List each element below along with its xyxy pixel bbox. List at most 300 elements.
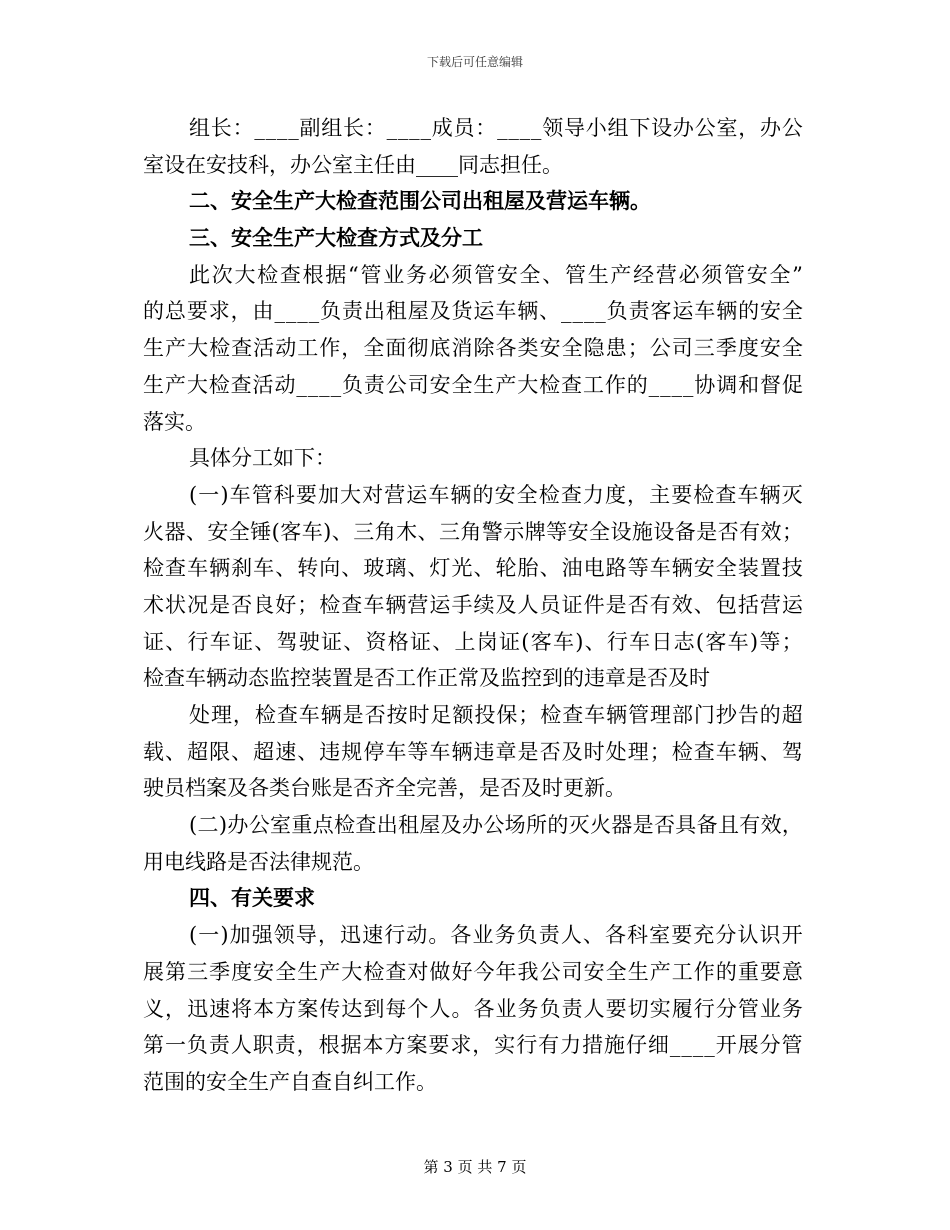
char: 车	[552, 629, 574, 654]
char: 公	[694, 116, 716, 140]
char: 要	[671, 482, 693, 507]
char: 次	[211, 262, 233, 287]
paragraph-line	[143, 1027, 803, 1064]
char: 辆	[451, 739, 473, 764]
char: 角	[460, 519, 482, 544]
paragraph-line	[143, 514, 803, 551]
char: 室	[270, 813, 292, 838]
char: 实	[649, 996, 671, 1021]
char: 驾	[781, 739, 803, 764]
char: 我	[517, 959, 539, 984]
char: 全	[715, 556, 737, 581]
char: 导	[563, 116, 585, 140]
char: 年	[495, 959, 517, 984]
char: 查	[560, 482, 582, 507]
char: 驶	[298, 629, 320, 654]
char: ，	[317, 923, 339, 948]
char: 屋	[407, 299, 429, 324]
char: 岗	[476, 629, 498, 654]
char: 超	[187, 739, 209, 764]
char: 方	[275, 996, 297, 1021]
char: 全	[228, 519, 250, 544]
char: 力	[582, 482, 604, 507]
char: 查	[279, 262, 301, 287]
char: 辆	[737, 739, 759, 764]
char: ；	[649, 739, 671, 764]
char: 、	[584, 629, 606, 654]
char: 璃	[385, 556, 407, 581]
char: 否	[539, 739, 561, 764]
char: 全	[451, 372, 473, 397]
char: 营	[655, 262, 677, 287]
line-text: 室设在安技科，办公室主任由____同志担任。	[143, 152, 563, 177]
char: 检	[334, 813, 356, 838]
char: 查	[355, 813, 377, 838]
line-text: 具体分工如下：	[189, 446, 336, 471]
char: 速	[362, 923, 384, 948]
char: 员	[539, 592, 561, 617]
char: 证	[232, 629, 253, 654]
char: 负	[516, 923, 538, 948]
char: 时	[583, 739, 605, 764]
char: 、	[341, 556, 363, 581]
char: _	[330, 372, 342, 397]
char: 的	[143, 299, 164, 324]
char: 业	[759, 996, 781, 1021]
char: 产	[495, 372, 517, 397]
char: 手	[451, 592, 473, 617]
char: 三	[693, 336, 715, 361]
char: 是	[696, 519, 718, 544]
char: 辆	[517, 299, 539, 324]
char: 的	[547, 813, 569, 838]
char: 业	[495, 996, 517, 1021]
paragraph-line	[143, 660, 803, 697]
char: _	[671, 372, 682, 397]
char: 行	[606, 629, 628, 654]
char: 检	[319, 592, 341, 617]
char: 根	[318, 1033, 340, 1058]
char: )	[218, 813, 228, 838]
char: _	[681, 1033, 692, 1058]
char: 第	[143, 1033, 164, 1058]
char: 个	[407, 996, 429, 1021]
char: 是	[209, 592, 231, 617]
char: 车	[298, 703, 320, 727]
char: (	[189, 813, 198, 838]
char: 公	[385, 372, 407, 397]
char: 油	[561, 556, 583, 581]
char: 设	[653, 519, 675, 544]
char: 出	[376, 813, 398, 838]
char: 由	[252, 299, 274, 324]
char: 要	[428, 1033, 450, 1058]
char: 生	[143, 372, 164, 397]
char: 停	[363, 739, 385, 764]
char: 公	[649, 336, 671, 361]
char: 充	[693, 923, 715, 948]
char: 务	[494, 923, 516, 948]
char: 租	[398, 813, 420, 838]
char: 超	[253, 739, 275, 764]
char: ：	[232, 116, 254, 140]
char: 产	[164, 372, 186, 397]
char: 车	[385, 739, 407, 764]
char: _	[561, 299, 572, 324]
char: 证	[321, 629, 342, 654]
char: 人	[560, 923, 582, 948]
paragraph-line	[143, 147, 803, 184]
char: 司	[561, 959, 583, 984]
char: 设	[651, 116, 673, 140]
char: _	[420, 116, 431, 140]
char: ”	[792, 262, 803, 287]
char: 室	[649, 923, 671, 948]
char: 产	[165, 336, 187, 361]
char: 部	[671, 703, 693, 727]
char: 检	[693, 482, 715, 507]
char: 客	[280, 519, 302, 544]
char: _	[519, 116, 531, 140]
char: 大	[234, 262, 256, 287]
char: 等	[546, 519, 568, 544]
char: 管	[360, 262, 382, 287]
char: 大	[517, 372, 539, 397]
paragraph-line	[143, 330, 803, 367]
char: 运	[672, 299, 694, 324]
char: 车	[727, 629, 749, 654]
char: 领	[273, 923, 295, 948]
char: _	[704, 1033, 715, 1058]
char: _	[497, 116, 508, 140]
char: 彻	[407, 336, 429, 361]
paragraph-line	[143, 697, 803, 734]
char: 备	[674, 519, 696, 544]
char: 展	[737, 1033, 759, 1058]
char: 证	[410, 629, 431, 654]
char: 速	[275, 739, 297, 764]
char: 客	[650, 299, 672, 324]
char: 据	[325, 262, 347, 287]
char: 行	[516, 1033, 538, 1058]
char: 管	[564, 262, 586, 287]
char: ，	[341, 336, 363, 361]
char: 动	[406, 923, 428, 948]
char: 大	[341, 959, 363, 984]
char: 运	[473, 299, 495, 324]
char: _	[288, 116, 299, 140]
char: 度	[737, 336, 759, 361]
paragraph-line	[143, 844, 803, 881]
char: 火	[589, 813, 611, 838]
char: _	[276, 116, 288, 140]
char: 安	[567, 519, 589, 544]
char: 要	[671, 923, 693, 948]
char: 每	[385, 996, 407, 1021]
char: _	[308, 299, 320, 324]
char: 有	[739, 813, 761, 838]
char: ，	[232, 703, 254, 727]
char: 辆	[385, 592, 407, 617]
char: “	[348, 262, 359, 287]
char: 科	[627, 923, 649, 948]
char: 辆	[759, 482, 781, 507]
char: 作	[319, 336, 341, 361]
char: 开	[715, 1033, 737, 1058]
char: 人	[517, 592, 539, 617]
char: 等	[627, 556, 649, 581]
char: 司	[671, 336, 693, 361]
char: 载	[143, 739, 164, 764]
char: 理	[650, 703, 672, 727]
char: 检	[257, 262, 279, 287]
char: 营	[384, 482, 406, 507]
char: 求	[208, 299, 230, 324]
char: 所	[525, 813, 547, 838]
char: 、	[297, 739, 319, 764]
char: 技	[781, 556, 803, 581]
char: 产	[319, 959, 341, 984]
char: 角	[374, 519, 396, 544]
char: 安	[494, 482, 516, 507]
char: 管	[251, 482, 273, 507]
char: 检	[671, 739, 693, 764]
char: 屋	[419, 813, 441, 838]
page-number: 第 3 页 共 7 页	[423, 1158, 527, 1176]
char: 灯	[429, 556, 451, 581]
char: 、	[582, 923, 604, 948]
char: 施	[604, 1033, 626, 1058]
char: 人	[429, 996, 451, 1021]
char: 的	[715, 959, 737, 984]
char: 类	[517, 336, 539, 361]
char: 公	[483, 813, 505, 838]
char: 履	[671, 996, 693, 1021]
char: ：	[475, 116, 497, 140]
char: 要	[186, 299, 208, 324]
char: 有	[538, 1033, 560, 1058]
char: 速	[209, 996, 231, 1021]
char: 、	[539, 299, 561, 324]
char: 车	[584, 703, 606, 727]
char: 一	[198, 482, 220, 507]
char: 货	[451, 299, 473, 324]
char: 领	[542, 116, 564, 140]
char: _	[397, 116, 409, 140]
char: 须	[451, 262, 473, 287]
char: 牌	[524, 519, 546, 544]
char: 轮	[495, 556, 517, 581]
char: 刹	[231, 556, 253, 581]
char: 管	[737, 996, 759, 1021]
char: 切	[627, 996, 649, 1021]
char: 大	[340, 482, 362, 507]
char: 的	[626, 372, 648, 397]
char: ，	[738, 116, 760, 140]
char: 第	[165, 959, 187, 984]
line-text: 检查车辆动态监控装置是否工作正常及监控到的违章是否及时	[143, 666, 710, 691]
char: 除	[473, 336, 495, 361]
char: 点	[312, 813, 334, 838]
char: 章	[495, 739, 517, 764]
char: 本	[362, 1033, 384, 1058]
char: _	[508, 116, 519, 140]
char: 向	[319, 556, 341, 581]
char: 效	[671, 592, 693, 617]
char: 各	[450, 923, 472, 948]
char: 办	[462, 813, 483, 838]
char: 长	[343, 116, 365, 140]
char: 生	[297, 959, 319, 984]
char: 场	[504, 813, 526, 838]
char: 处	[605, 739, 627, 764]
char: 否	[627, 592, 649, 617]
char: 办	[760, 116, 781, 140]
char: 客	[705, 629, 727, 654]
char: 务	[517, 996, 539, 1021]
char: 查	[276, 703, 298, 727]
char: 活	[253, 336, 275, 361]
char: 转	[297, 556, 319, 581]
char: 具	[675, 813, 697, 838]
section-heading	[143, 880, 803, 917]
char: ；	[627, 336, 649, 361]
char: 电	[583, 556, 605, 581]
char: 根	[302, 262, 324, 287]
char: 管	[474, 262, 496, 287]
char: 安	[759, 336, 781, 361]
char: 安	[429, 372, 451, 397]
char: 理	[210, 703, 232, 727]
char: 。	[428, 923, 450, 948]
char: 门	[693, 703, 715, 727]
char: 动	[275, 336, 297, 361]
char: 营	[759, 592, 781, 617]
char: 大	[187, 336, 209, 361]
char: 做	[429, 959, 451, 984]
char: 行	[693, 996, 715, 1021]
char: 、	[407, 556, 429, 581]
char: 好	[275, 592, 297, 617]
char: _	[274, 299, 285, 324]
char: 全	[781, 299, 803, 324]
char: 好	[451, 959, 473, 984]
char: 是	[517, 739, 539, 764]
char: 各	[495, 336, 517, 361]
char: 器	[164, 519, 186, 544]
char: 且	[717, 813, 739, 838]
char: ；	[518, 703, 540, 727]
char: 认	[737, 923, 759, 948]
char: 设	[610, 519, 632, 544]
char: 及	[561, 739, 583, 764]
char: 迅	[187, 996, 209, 1021]
char: 租	[385, 299, 407, 324]
char: 保	[496, 703, 518, 727]
char: 调	[716, 372, 738, 397]
char: 消	[451, 336, 473, 361]
char: _	[386, 116, 398, 140]
char: 加	[317, 482, 339, 507]
char: 组	[321, 116, 343, 140]
char: 度	[604, 482, 626, 507]
char: 面	[385, 336, 407, 361]
char: 安	[496, 262, 518, 287]
char: 安	[693, 556, 715, 581]
char: 查	[341, 592, 363, 617]
char: 重	[291, 813, 313, 838]
char: 组	[607, 116, 629, 140]
section-heading	[143, 183, 803, 220]
char: 强	[251, 923, 273, 948]
char: 对	[407, 959, 429, 984]
paragraph-line	[143, 440, 803, 477]
char: 查	[693, 739, 715, 764]
char: )	[220, 923, 229, 948]
char: 及	[440, 813, 462, 838]
char: 室	[716, 116, 738, 140]
char: 识	[759, 923, 781, 948]
char: 督	[760, 372, 781, 397]
char: 产	[610, 262, 632, 287]
char: 装	[737, 556, 759, 581]
char: 分	[715, 923, 737, 948]
char: 灭	[568, 813, 590, 838]
char: 状	[165, 592, 187, 617]
char: 一	[164, 1033, 186, 1058]
char: 三	[353, 519, 375, 544]
char: 实	[494, 1033, 516, 1058]
char: 客	[530, 629, 552, 654]
char: 查	[165, 556, 187, 581]
char: _	[254, 116, 265, 140]
char: )	[220, 482, 229, 507]
char: 生	[473, 372, 495, 397]
char: 证	[499, 629, 520, 654]
char: 安	[583, 959, 605, 984]
char: 须	[701, 262, 723, 287]
char: 司	[407, 372, 429, 397]
char: 车	[429, 739, 451, 764]
char: 各	[473, 996, 495, 1021]
char: 小	[585, 116, 607, 140]
paragraph-line	[143, 293, 803, 330]
char: 车	[229, 482, 251, 507]
char: ，	[230, 299, 252, 324]
char: 负	[539, 996, 561, 1021]
char: 组	[189, 116, 210, 140]
char: 办	[227, 813, 249, 838]
char: 检	[538, 482, 560, 507]
char: 将	[231, 996, 253, 1021]
paragraph-line	[143, 954, 803, 991]
heading-text: 四、有关要求	[189, 885, 315, 911]
char: 、	[331, 519, 353, 544]
char: 限	[209, 739, 231, 764]
char: 要	[605, 996, 627, 1021]
char: 备	[696, 813, 718, 838]
char: 生	[143, 336, 164, 361]
char: 检	[539, 372, 561, 397]
char: 分	[715, 996, 737, 1021]
paragraph-line	[143, 807, 803, 844]
char: 是	[605, 592, 627, 617]
char: 警	[481, 519, 503, 544]
char: 业	[472, 923, 494, 948]
char: 营	[407, 592, 429, 617]
char: 活	[252, 372, 274, 397]
char: 仔	[625, 1033, 647, 1058]
